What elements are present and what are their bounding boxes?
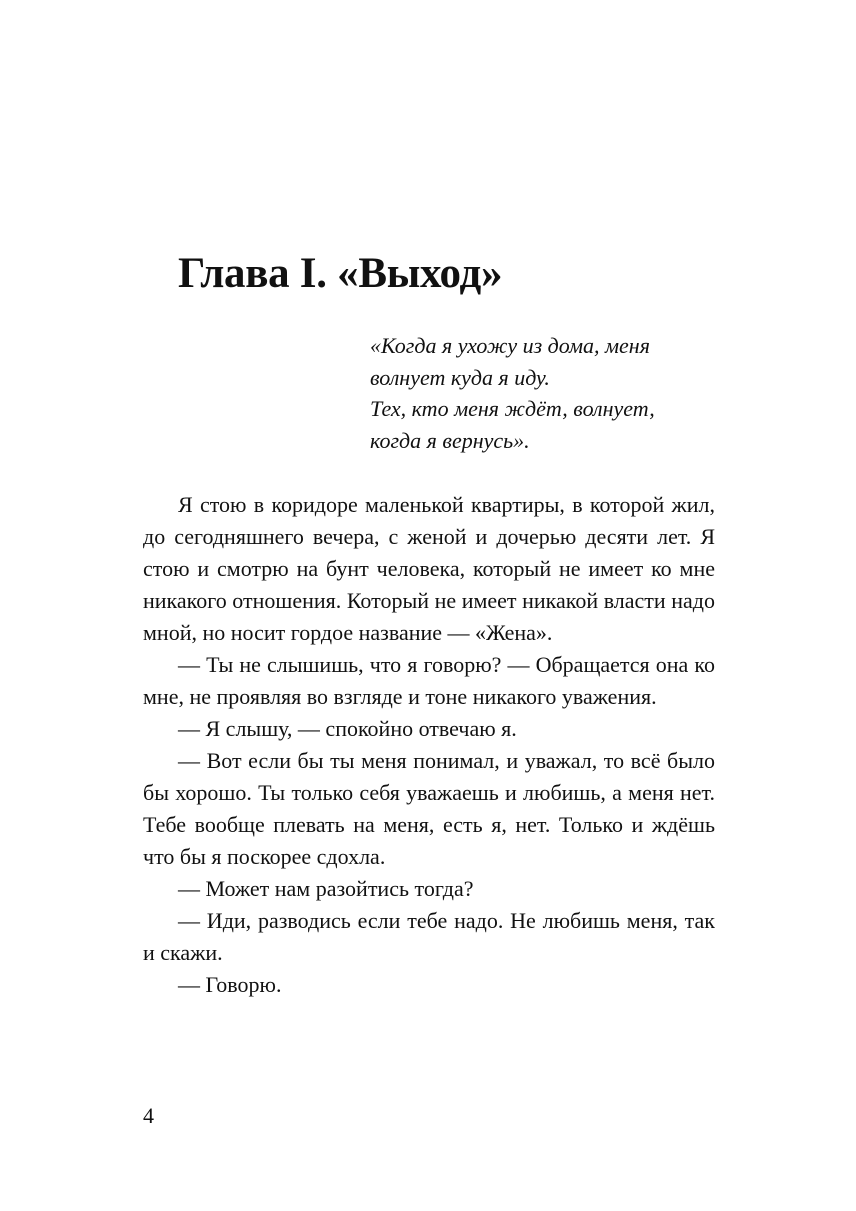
epigraph-line: волнует куда я иду. [370,364,550,390]
paragraph: — Вот если бы ты меня понимал, и уважал, то всё было бы хорошо. Ты только себя уважаешь и любишь, а меня нет. Тебе вообще плевать на меня, есть я, нет. Только и ждёшь что бы я поскорее сдохла. [143,748,715,869]
paragraph: Я стою в коридоре маленькой квартиры, в которой жил, до сегодняшнего вечера, с женой и дочерью десяти лет. Я стою и смотрю на бунт человека, который не имеет ко мне никакого отношения. Который не имеет никакой власти надо мной, но носит гордое название — «Жена». [143,492,715,645]
body-text [143,489,715,1001]
paragraph: — Ты не слышишь, что я говорю? — Обращается она ко мне, не проявляя во взгляде и тоне никакого уважения. [143,652,715,709]
epigraph-line: Тех, кто меня ждёт, волнует, [370,396,655,421]
epigraph [370,330,770,456]
paragraph: — Иди, разводись если тебе надо. Не любишь меня, так и скажи. [143,908,715,965]
epigraph-line: «Когда я ухожу из дома, меня [370,333,650,358]
page-number: 4 [143,1103,154,1128]
epigraph-line: когда я вернусь». [370,427,530,453]
paragraph: — Говорю. [178,972,282,997]
chapter-title: Глава I. «Выход» [178,250,503,297]
paragraph: — Может нам разойтись тогда? [178,876,474,901]
paragraph: — Я слышу, — спокойно отвечаю я. [178,716,517,741]
